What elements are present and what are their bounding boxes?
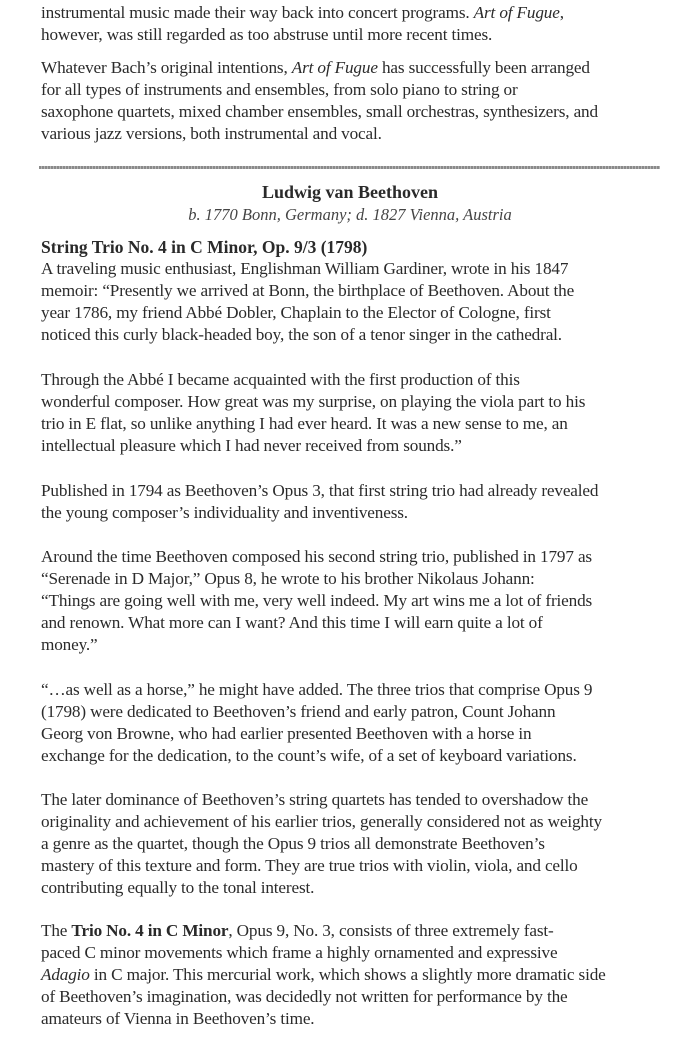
bach-paragraph-2 [41, 57, 598, 145]
adagio-italic: Adagio [41, 965, 90, 984]
text-line: however, was still regarded as too abstruse until more recent times. [41, 25, 493, 44]
text-line: exchange for the dedication, to the count’s wife, of a set of keyboard variations. [41, 746, 577, 765]
text-line: Adagio in C major. This mercurial work, which shows a slightly more dramatic side [41, 965, 606, 984]
text-line: Published in 1794 as Beethoven’s Opus 3, that first string trio had already revealed [41, 481, 599, 500]
paragraph-abbe [41, 369, 585, 457]
text-line: the young composer’s individuality and inventiveness. [41, 503, 408, 522]
work-title: String Trio No. 4 in C Minor, Op. 9/3 (1798) [41, 237, 368, 257]
paragraph-quartets [41, 789, 602, 899]
text-line: saxophone quartets, mixed chamber ensembles, small orchestras, synthesizers, and [41, 102, 598, 121]
text-line: Whatever Bach’s original intentions, Art of Fugue has successfully been arranged [41, 58, 590, 77]
text-line: various jazz versions, both instrumental and vocal. [41, 124, 382, 143]
text-line: “Things are going well with me, very well indeed. My art wins me a lot of friends [41, 591, 593, 610]
text-line: instrumental music made their way back into concert programs. Art of Fugue, [41, 3, 564, 22]
trio-title-bold: Trio No. 4 in C Minor [71, 921, 229, 940]
section-divider [39, 166, 660, 169]
paragraph-horse [41, 679, 592, 767]
text-line: a genre as the quartet, though the Opus 9 trios all demonstrate Beethoven’s [41, 834, 545, 853]
text-line: Through the Abbé I became acquainted with the first production of this [41, 370, 520, 389]
text-line: “Serenade in D Major,” Opus 8, he wrote to his brother Nikolaus Johann: [41, 569, 535, 588]
text-line: noticed this curly black-headed boy, the son of a tenor singer in the cathedral. [41, 325, 562, 344]
bach-paragraph-1 [41, 2, 564, 46]
text-line: wonderful composer. How great was my surprise, on playing the viola part to his [41, 392, 586, 411]
text-line: and renown. What more can I want? And this time I will earn quite a lot of [41, 613, 543, 632]
paragraph-gardiner [41, 258, 574, 346]
text-line: A traveling music enthusiast, Englishman William Gardiner, wrote in his 1847 [41, 259, 569, 278]
text-line: “…as well as a horse,” he might have added. The three trios that comprise Opus 9 [41, 680, 593, 699]
paragraph-trio4 [41, 920, 606, 1030]
work-title-italic: Art of Fugue [473, 3, 560, 22]
text-line: memoir: “Presently we arrived at Bonn, the birthplace of Beethoven. About the [41, 281, 575, 300]
text-line: contributing equally to the tonal interest. [41, 878, 315, 897]
text-line: for all types of instruments and ensembles, from solo piano to string or [41, 80, 518, 99]
text-line: Around the time Beethoven composed his second string trio, published in 1797 as [41, 547, 592, 566]
text-line: mastery of this texture and form. They are true trios with violin, viola, and cello [41, 856, 578, 875]
text-line: amateurs of Vienna in Beethoven’s time. [41, 1009, 315, 1028]
text-line: paced C minor movements which frame a highly ornamented and expressive [41, 943, 558, 962]
text-line: of Beethoven’s imagination, was decidedly not written for performance by the [41, 987, 568, 1006]
text-line: trio in E flat, so unlike anything I had ever heard. It was a new sense to me, an [41, 414, 568, 433]
text-line: The later dominance of Beethoven’s string quartets has tended to overshadow the [41, 790, 589, 809]
paragraph-serenade [41, 546, 592, 656]
work-title-italic: Art of Fugue [291, 58, 378, 77]
composer-name: Ludwig van Beethoven [261, 182, 439, 202]
text-line: Georg von Browne, who had earlier presented Beethoven with a horse in [41, 724, 532, 743]
text-line: intellectual pleasure which I had never received from sounds.” [41, 436, 462, 455]
text-line: year 1786, my friend Abbé Dobler, Chaplain to the Elector of Cologne, first [41, 303, 551, 322]
composer-dates: b. 1770 Bonn, Germany; d. 1827 Vienna, Austria [188, 205, 512, 224]
text-line: originality and achievement of his earlier trios, generally considered not as weighty [41, 812, 602, 831]
text-line: money.” [41, 635, 98, 654]
paragraph-opus3 [41, 480, 598, 524]
text-line: The Trio No. 4 in C Minor, Opus 9, No. 3, consists of three extremely fast- [41, 921, 554, 940]
text-line: (1798) were dedicated to Beethoven’s friend and early patron, Count Johann [41, 702, 556, 721]
